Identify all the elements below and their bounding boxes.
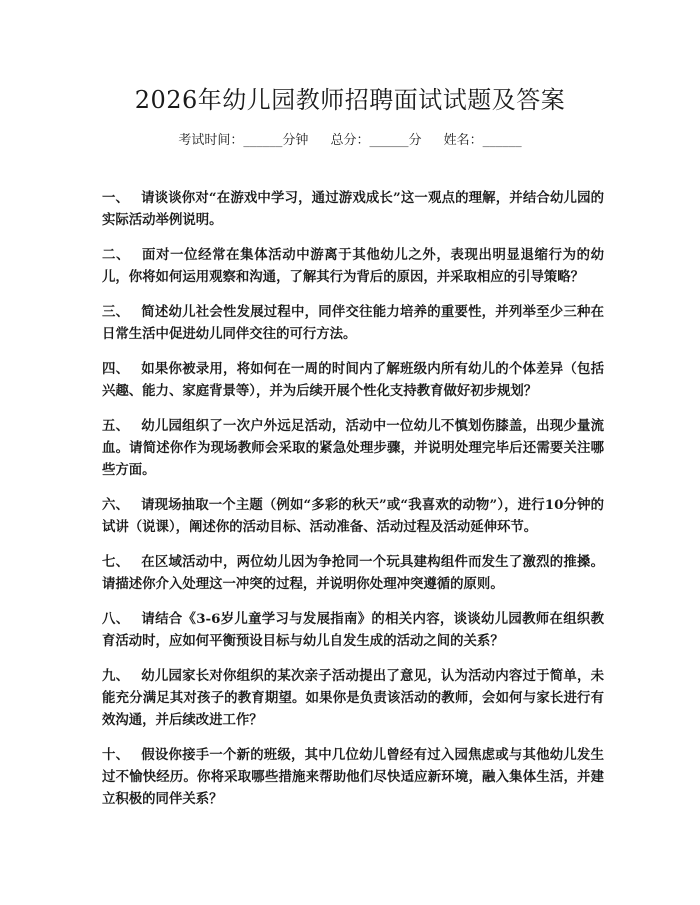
name-label: 姓名：	[443, 133, 483, 148]
question-text: 在区域活动中，两位幼儿因为争抢同一个玩具建构组件而发生了激烈的推搡。请描述你介入处理这一冲突的过程，并说明你处理冲突遵循的原则。	[102, 554, 605, 592]
total-score-field	[330, 128, 421, 154]
question-number: 五、	[102, 418, 130, 434]
question-text: 简述幼儿社会性发展过程中，同伴交往能力培养的重要性，并列举至少三种在日常生活中促进幼儿同伴交往的可行方法。	[102, 304, 605, 342]
exam-time-field	[178, 128, 308, 154]
question-text: 如果你被录用，将如何在一周的时间内了解班级内所有幼儿的个体差异（包括兴趣、能力、家庭背景等），并为后续开展个性化支持教育做好初步规划？	[102, 361, 605, 399]
question-item	[102, 358, 604, 402]
question-item	[102, 244, 604, 288]
question-item	[102, 744, 604, 810]
question-number: 七、	[102, 554, 130, 570]
exam-info-line	[0, 128, 700, 154]
question-text: 请谈谈你对“在游戏中学习，通过游戏成长”这一观点的理解，并结合幼儿园的实际活动举例说明。	[102, 190, 605, 228]
exam-time-unit: 分钟	[282, 133, 309, 148]
question-text: 幼儿园组织了一次户外远足活动，活动中一位幼儿不慎划伤膝盖，出现少量流血。请简述你作为现场教师会采取的紧急处理步骤，并说明处理完毕后还需要关注哪些方面。	[102, 418, 605, 478]
exam-time-label: 考试时间：	[178, 133, 244, 148]
name-blank: ______	[482, 133, 522, 148]
question-number: 三、	[102, 304, 130, 320]
question-item	[102, 494, 604, 538]
question-number: 六、	[102, 497, 130, 513]
page-title: 2026年幼儿园教师招聘面试试题及答案	[134, 86, 566, 114]
question-item	[102, 415, 604, 481]
question-item	[102, 551, 604, 595]
question-item	[102, 665, 604, 731]
question-item	[102, 608, 604, 652]
question-list	[102, 187, 604, 823]
name-field	[444, 128, 522, 154]
question-number: 八、	[102, 611, 130, 627]
question-number: 二、	[102, 247, 131, 263]
question-number: 四、	[102, 361, 130, 377]
question-text: 假设你接手一个新的班级，其中几位幼儿曾经有过入园焦虑或与其他幼儿发生过不愉快经历。你将采取哪些措施来帮助他们尽快适应新环境，融入集体生活，并建立积极的同伴关系？	[102, 747, 605, 807]
question-text: 面对一位经常在集体活动中游离于其他幼儿之外，表现出明显退缩行为的幼儿，你将如何运用观察和沟通，了解其行为背后的原因，并采取相应的引导策略？	[102, 247, 605, 285]
question-number: 九、	[102, 668, 130, 684]
exam-time-blank: ______	[243, 133, 283, 148]
question-text: 请现场抽取一个主题（例如“多彩的秋天”或“我喜欢的动物”），进行10分钟的试讲（说课），阐述你的活动目标、活动准备、活动过程及活动延伸环节。	[102, 497, 604, 535]
total-score-unit: 分	[408, 133, 422, 148]
question-text: 请结合《3-6岁儿童学习与发展指南》的相关内容，谈谈幼儿园教师在组织教育活动时，应如何平衡预设目标与幼儿自发生成的活动之间的关系？	[102, 611, 604, 649]
question-number: 一、	[102, 190, 130, 206]
total-score-label: 总分：	[330, 133, 370, 148]
question-text: 幼儿园家长对你组织的某次亲子活动提出了意见，认为活动内容过于简单，未能充分满足其对孩子的教育期望。如果你是负责该活动的教师，会如何与家长进行有效沟通，并后续改进工作？	[102, 668, 605, 728]
total-score-blank: ______	[369, 133, 409, 148]
question-item	[102, 187, 604, 231]
question-number: 十、	[102, 747, 130, 763]
question-item	[102, 301, 604, 345]
